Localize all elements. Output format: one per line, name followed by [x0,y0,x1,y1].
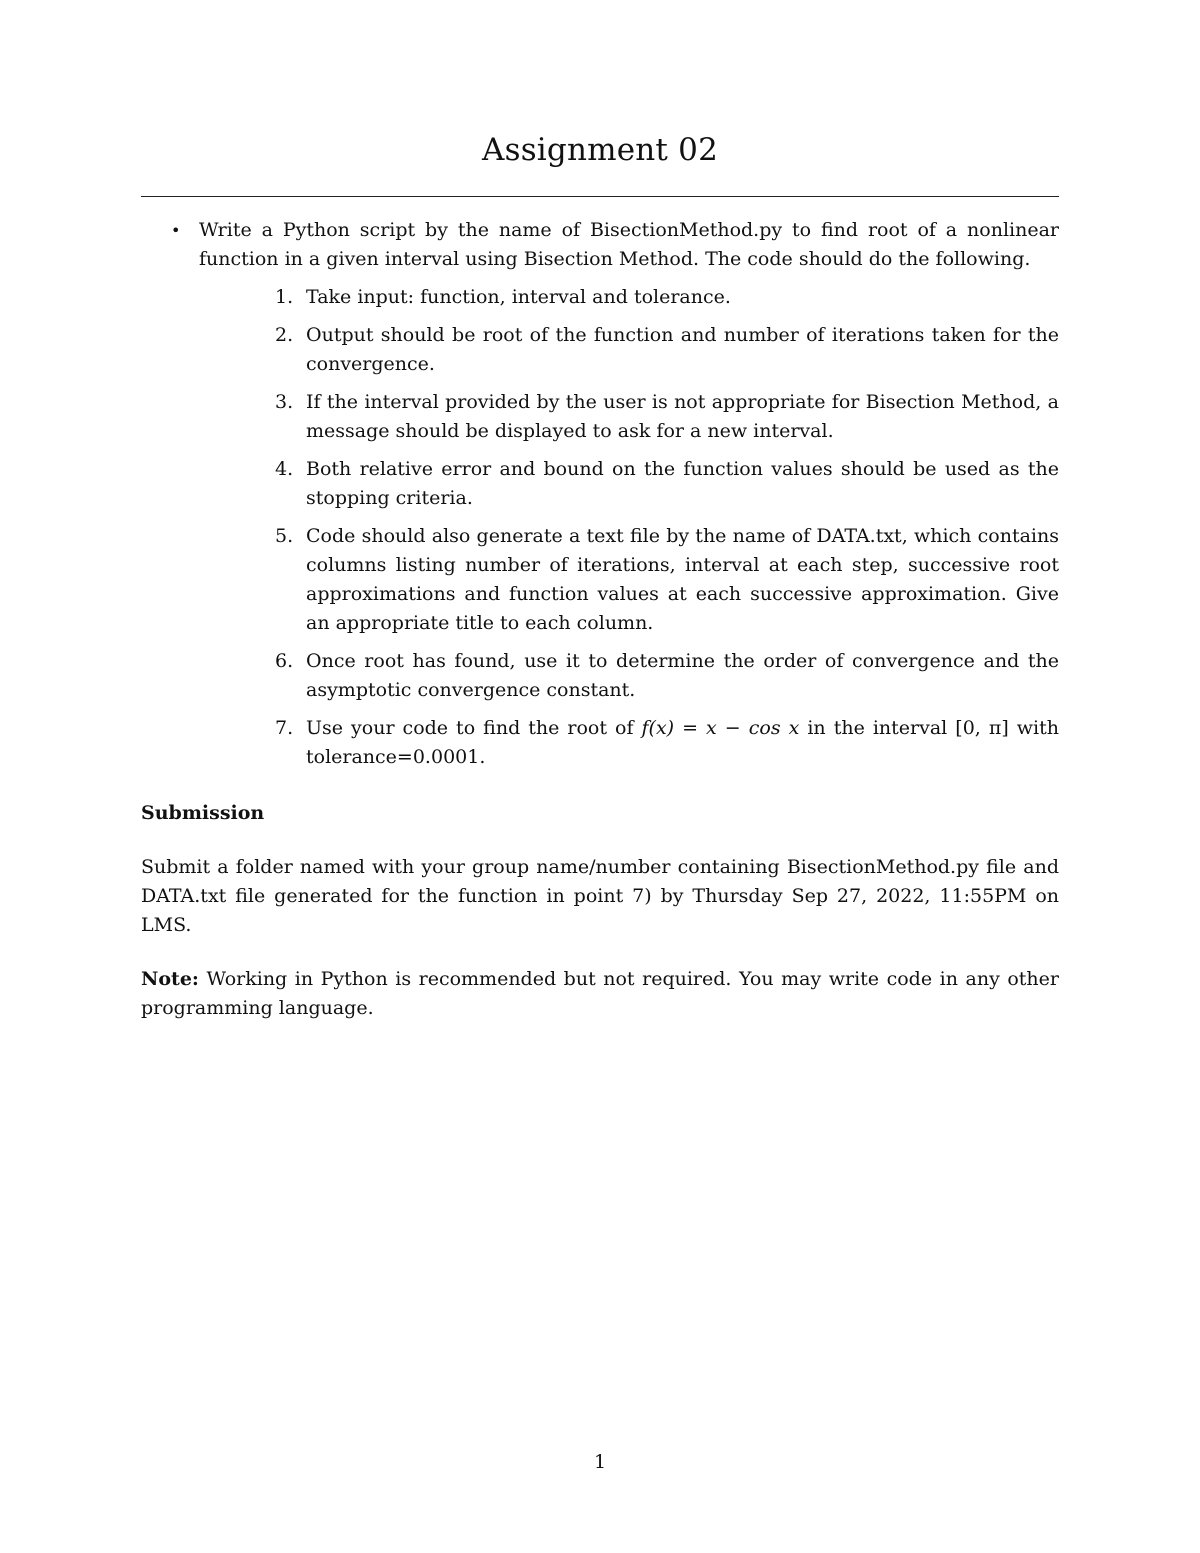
requirement-text-part: Use your code to find the root of [306,717,642,739]
requirement-text: Both relative error and bound on the function values should be used as the stopping criteria. [306,458,1059,509]
assignment-title: Assignment 02 [482,132,718,168]
requirements-list [199,283,1059,772]
submission-heading: Submission [141,802,265,824]
requirement-item [199,714,1059,772]
requirement-item [199,321,1059,379]
submission-paragraph: Submit a folder named with your group name/number containing BisectionMethod.py file and DATA.txt file generated for the function in point 7) by Thursday Sep 27, 2022, 11:55PM on LMS. [141,856,1059,936]
bullet-icon: • [171,221,181,240]
requirement-number: 1. [275,286,294,308]
requirement-text: Once root has found, use it to determine the order of convergence and the asymptotic convergence constant. [306,650,1059,701]
note-paragraph [141,965,1059,1023]
function-formula: f(x) = x − cos x [641,717,800,739]
requirement-text: Code should also generate a text file by the name of DATA.txt, which contains columns listing number of iterations, interval at each step, successive root approximations and function values at each successive approximation. Give an appropriate title to each column. [306,525,1059,634]
requirement-item [199,283,1059,312]
requirement-text: Take input: function, interval and tolerance. [306,286,731,308]
requirement-item [199,522,1059,638]
requirement-number: 3. [275,391,294,413]
interval-formula: [0, π] [955,717,1009,739]
title-rule [141,196,1059,197]
note-text: Working in Python is recommended but not required. You may write code in any other programming language. [141,968,1059,1019]
requirement-number: 5. [275,525,294,547]
intro-bullet-item [141,216,1059,772]
requirement-number: 4. [275,458,294,480]
requirement-item [199,647,1059,705]
requirement-text: If the interval provided by the user is not appropriate for Bisection Method, a message should be displayed to ask for a new interval. [306,391,1059,442]
requirement-item [199,455,1059,513]
requirement-number: 6. [275,650,294,672]
requirement-text-part: with tolerance=0.0001. [306,717,1059,768]
requirement-text: Output should be root of the function and number of iterations taken for the convergence. [306,324,1059,375]
requirement-number: 2. [275,324,294,346]
note-label: Note: [141,968,199,990]
intro-text: Write a Python script by the name of BisectionMethod.py to find root of a nonlinear function in a given interval using Bisection Method. The code should do the following. [199,219,1059,270]
requirement-number: 7. [275,717,294,739]
page-number: 1 [593,1451,607,1473]
requirement-text-part: in the interval [799,717,956,739]
requirement-item [199,388,1059,446]
document-body [141,216,1059,1023]
